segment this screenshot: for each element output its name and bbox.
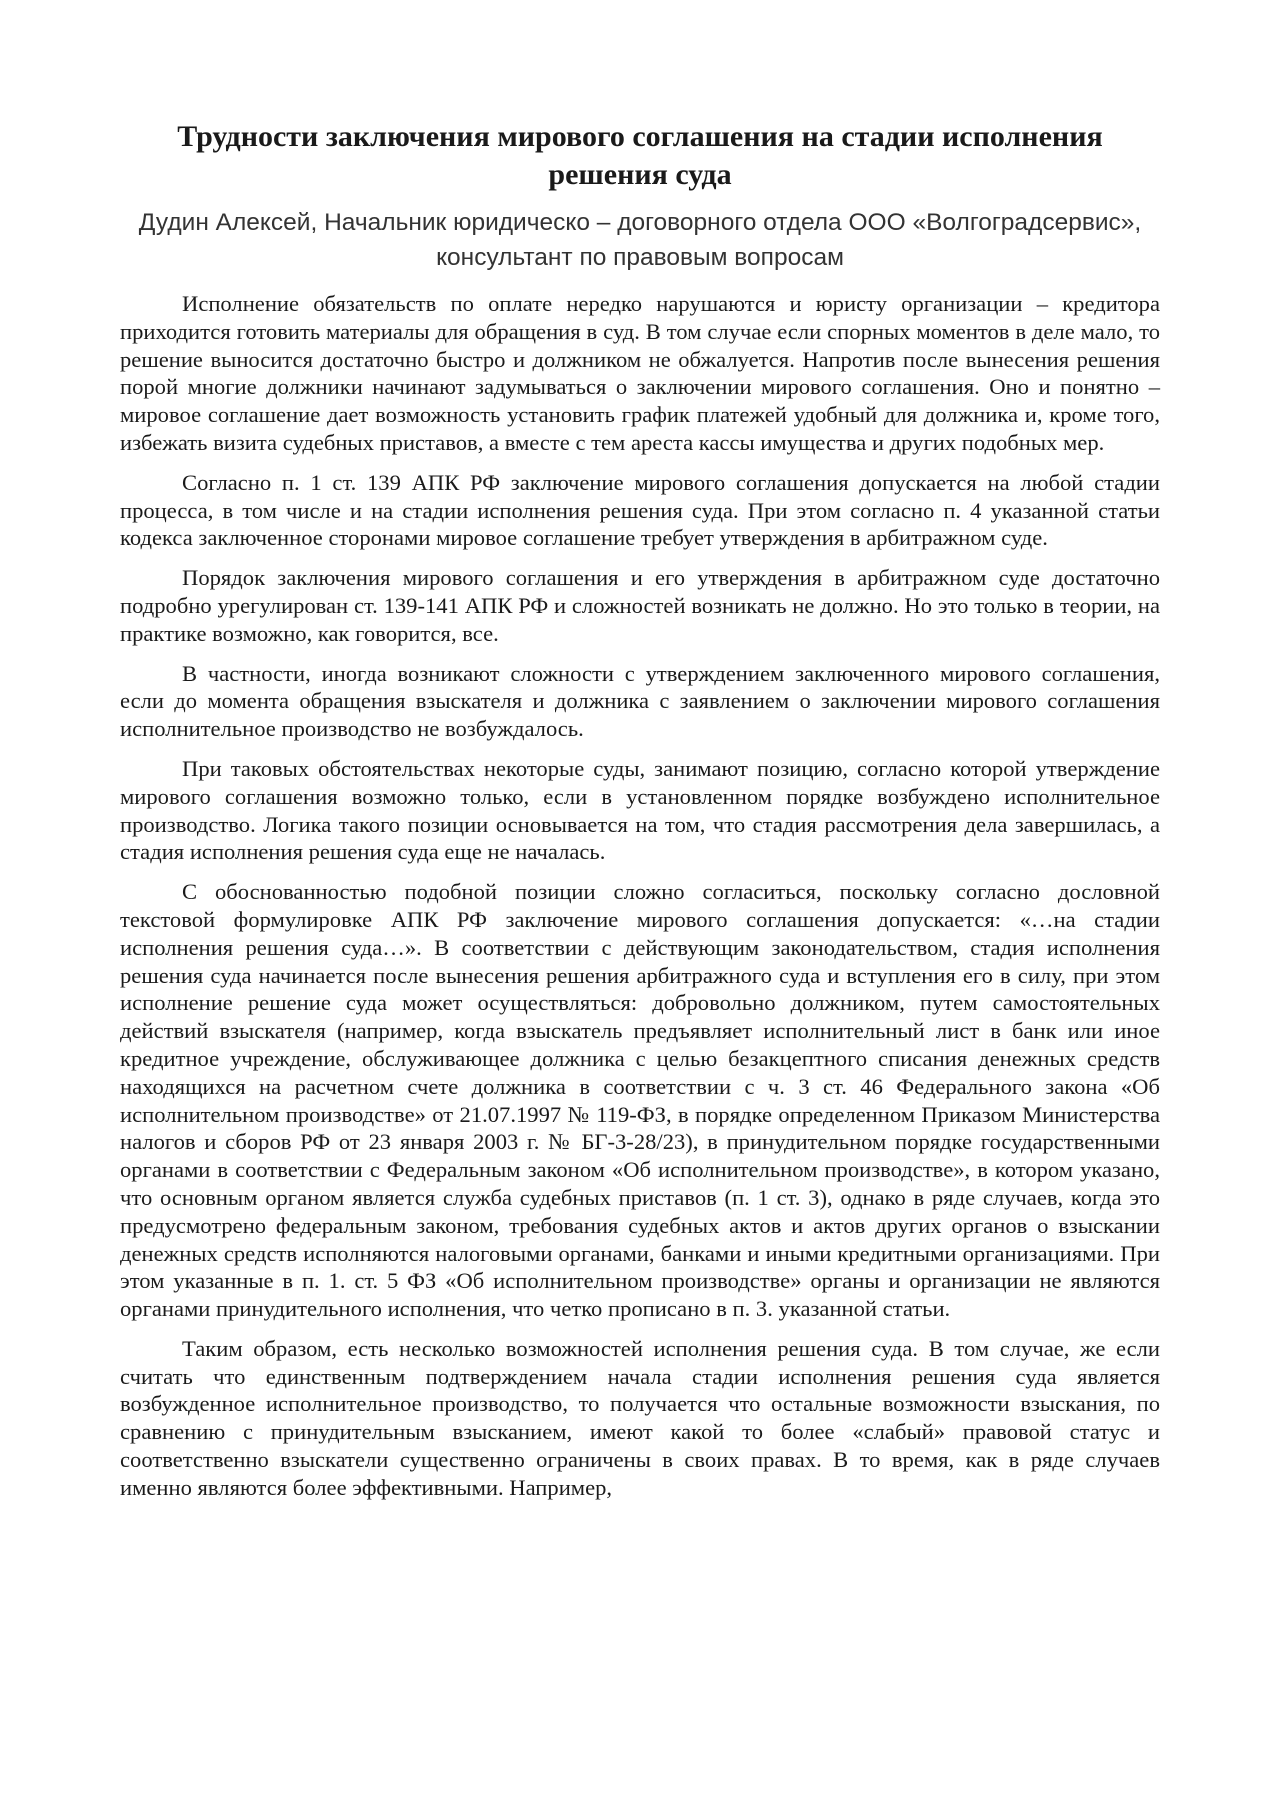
paragraph: При таковых обстоятельствах некоторые суды, занимают позицию, согласно которой утверждение мирового соглашения возможно только, если в установленном порядке возбуждено исполнительное производство. Логика такого позиции основывается на том, что стадия рассмотрения дела завершилась, а стадия исполнения решения суда еще не началась. xyxy=(120,755,1160,865)
paragraph: Согласно п. 1 ст. 139 АПК РФ заключение мирового соглашения допускается на любой стадии процесса, в том числе и на стадии исполнения решения суда. При этом согласно п. 4 указанной статьи кодекса заключенное сторонами мировое соглашение требует утверждения в арбитражном суде. xyxy=(120,469,1160,551)
paragraph: Таким образом, есть несколько возможностей исполнения решения суда. В том случае, же если считать что единственным подтверждением начала стадии исполнения решения суда является возбужденное исполнительное производство, то получается что остальные возможности взыскания, по сравнению с принудительным взысканием, имеют какой то более «слабый» правовой статус и соответственно взыскатели существенно ограничены в своих правах. В то время, как в ряде случаев именно являются более эффективными. Например, xyxy=(120,1335,1160,1500)
paragraph: В частности, иногда возникают сложности с утверждением заключенного мирового соглашения, если до момента обращения взыскателя и должника с заявлением о заключении мирового соглашения исполнительное производство не возбуждалось. xyxy=(120,660,1160,742)
paragraph: С обоснованностью подобной позиции сложно согласиться, поскольку согласно дословной текстовой формулировке АПК РФ заключение мирового соглашения допускается: «…на стадии исполнения решения суда…». В соответствии с действующим законодательством, стадия исполнения решения суда начинается после вынесения решения арбитражного суда и вступления его в силу, при этом исполнение решение суда может осуществляться: добровольно должником, путем самостоятельных действий взыскателя (например, когда взыскатель предъявляет исполнительный лист в банк или иное кредитное учреждение, обслуживающее должника с целью безакцептного списания денежных средств находящихся на расчетном счете должника в соответствии с ч. 3 ст. 46 Федерального закона «Об исполнительном производстве» от 21.07.1997 № 119-ФЗ, в порядке определенном Приказом Министерства налогов и сборов РФ от 23 января 2003 г. № БГ-3-28/23), в принудительном порядке государственными органами в соответствии с Федеральным законом «Об исполнительном производстве», в котором указано, что основным органом является служба судебных приставов (п. 1 ст. 3), однако в ряде случаев, когда это предусмотрено федеральным законом, требования судебных актов и актов других органов о взыскании денежных средств исполняются налоговыми органами, банками и иными кредитными организациями. При этом указанные в п. 1. ст. 5 ФЗ «Об исполнительном производстве» органы и организации не являются органами принудительного исполнения, что четко прописано в п. 3. указанной статьи. xyxy=(120,879,1160,1322)
document-title: Трудности заключения мирового соглашения на стадии исполнения решения суда xyxy=(177,120,1103,191)
paragraph: Порядок заключения мирового соглашения и его утверждения в арбитражном суде достаточно подробно урегулирован ст. 139-141 АПК РФ и сложностей возникать не должно. Но это только в теории, на практике возможно, как говорится, все. xyxy=(120,565,1160,646)
paragraph: Исполнение обязательств по оплате нередко нарушаются и юристу организации – кредитора приходится готовить материалы для обращения в суд. В том случае если спорных моментов в деле мало, то решение выносится достаточно быстро и должником не обжалуется. Напротив после вынесения решения порой многие должники начинают задумываться о заключении мирового соглашения. Оно и понятно – мировое соглашение дает возможность установить график платежей удобный для должника и, кроме того, избежать визита судебных приставов, а вместе с тем ареста кассы имущества и других подобных мер. xyxy=(120,291,1160,455)
article-body xyxy=(120,290,1160,1514)
author-line: Дудин Алексей, Начальник юридическо – договорного отдела ООО «Волгоградсервис», консультант по правовым вопросам xyxy=(138,209,1142,271)
